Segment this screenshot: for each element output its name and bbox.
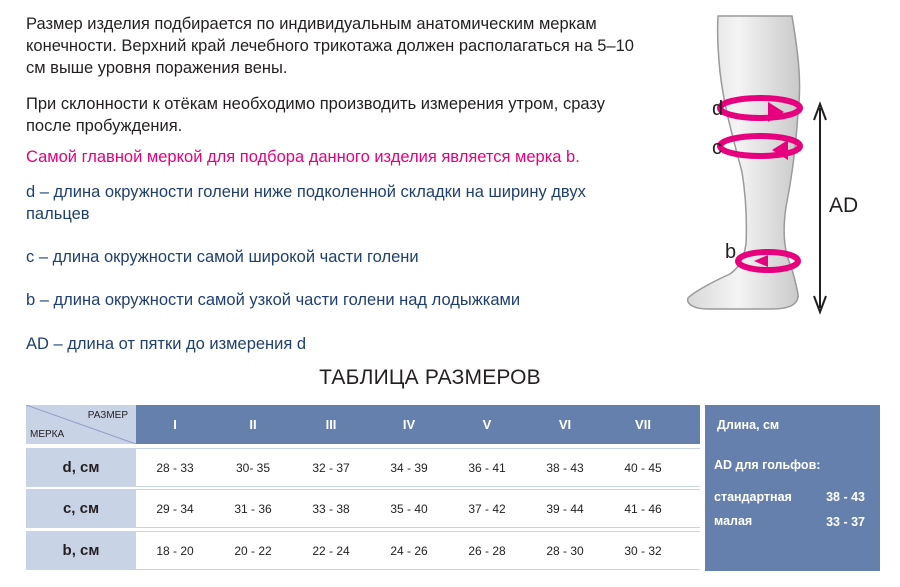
length-subtitle: AD для гольфов:: [714, 458, 821, 472]
size-column-header: VI: [558, 417, 572, 432]
table-cell: 30 - 32: [624, 544, 662, 558]
table-cell: 31 - 36: [234, 502, 272, 516]
row-values: [136, 531, 700, 570]
length-item-value: 33 - 37: [826, 515, 865, 529]
definition-ad: AD – длина от пятки до измерения d: [26, 335, 307, 353]
table-cell: 20 - 22: [234, 544, 272, 558]
length-item-name: стандартная: [714, 490, 792, 504]
length-item-name: малая: [714, 514, 753, 528]
label-c: c: [712, 137, 722, 159]
table-cell: 35 - 40: [390, 502, 428, 516]
table-row: [26, 448, 700, 487]
row-values: [136, 448, 700, 487]
size-table-title: ТАБЛИЦА РАЗМЕРОВ: [319, 366, 541, 389]
size-column-header: IV: [402, 417, 416, 432]
length-panel: [705, 405, 880, 571]
label-b: b: [725, 241, 737, 263]
row-label: c, см: [26, 489, 136, 528]
table-cell: 24 - 26: [390, 544, 428, 558]
table-cell: 32 - 37: [312, 461, 350, 475]
table-cell: 26 - 28: [468, 544, 506, 558]
definition-c: c – длина окружности самой широкой части голени: [26, 248, 419, 266]
row-label: b, см: [26, 531, 136, 570]
definition-d: d – длина окружности голени ниже подколенной складки на ширину двух пальцев: [26, 183, 586, 223]
length-title: Длина, см: [717, 418, 780, 432]
table-cell: 22 - 24: [312, 544, 350, 558]
size-column-header: V: [482, 417, 492, 432]
length-item-value: 38 - 43: [826, 490, 865, 504]
table-cell: 28 - 33: [156, 461, 194, 475]
definition-b: b – длина окружности самой узкой части голени над лодыжками: [26, 291, 521, 309]
table-cell: 18 - 20: [156, 544, 194, 558]
table-cell: 33 - 38: [312, 502, 350, 516]
size-column-header: III: [325, 417, 337, 432]
table-cell: 37 - 42: [468, 502, 506, 516]
table-cell: 28 - 30: [546, 544, 584, 558]
row-label: d, см: [26, 448, 136, 487]
intro-paragraph-1: Размер изделия подбирается по индивидуальным анатомическим меркам конечности. Верхний край лечебного трикотажа должен располагаться на 5–10 см выше уровня поражения вены.: [26, 15, 634, 77]
size-column-header: II: [249, 417, 257, 432]
table-cell: 40 - 45: [624, 461, 662, 475]
size-column-header: I: [173, 417, 177, 432]
table-cell: 38 - 43: [546, 461, 584, 475]
intro-paragraph-2: При склонности к отёкам необходимо производить измерения утром, сразу после пробуждения.: [26, 95, 605, 135]
table-cell: 34 - 39: [390, 461, 428, 475]
measure-ad-arrow: [814, 104, 826, 312]
size-column-header: VII: [635, 417, 651, 432]
size-table-corner: [26, 405, 136, 444]
table-row: [26, 531, 700, 570]
table-row: [26, 489, 700, 528]
label-d: d: [712, 98, 724, 120]
table-cell: 29 - 34: [156, 502, 194, 516]
table-cell: 39 - 44: [546, 502, 584, 516]
key-measure-note: Самой главной меркой для подбора данного изделия является мерка b.: [26, 148, 580, 166]
table-cell: 30- 35: [235, 461, 271, 475]
size-table: [26, 405, 700, 571]
table-cell: 41 - 46: [624, 502, 662, 516]
corner-size-label: РАЗМЕР: [87, 410, 128, 421]
corner-measure-label: МЕРКА: [30, 429, 65, 440]
table-cell: 36 - 41: [468, 461, 506, 475]
label-ad: AD: [829, 194, 859, 217]
row-values: [136, 489, 700, 528]
size-table-header: [26, 405, 700, 444]
leg-measurement-illustration: [680, 12, 880, 322]
